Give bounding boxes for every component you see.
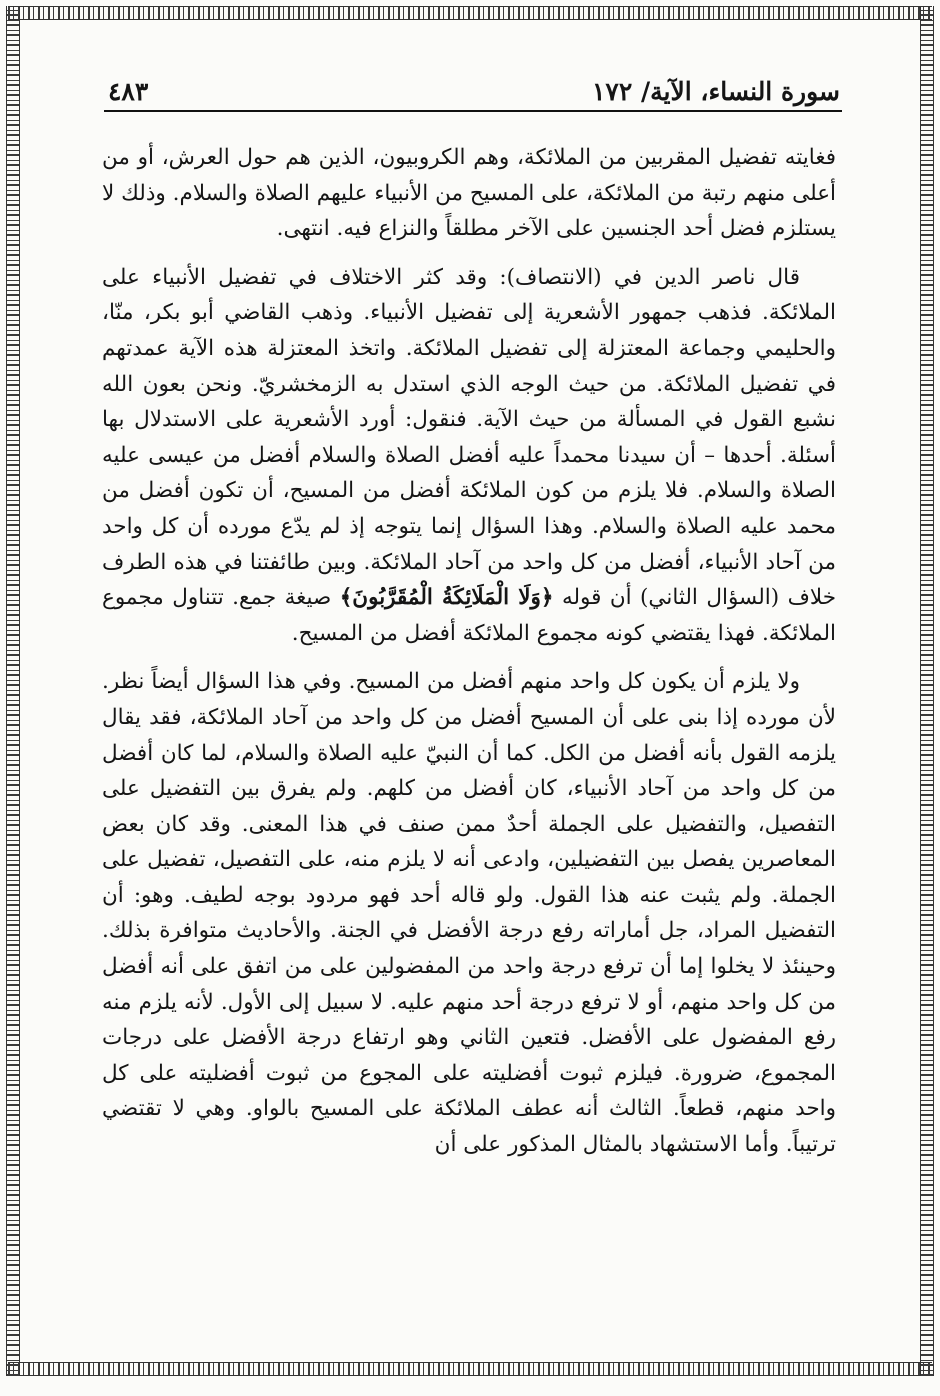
page-header: [108, 66, 840, 106]
quran-verse: ﴿وَلَا الْمَلَائِكَةُ الْمُقَرَّبُونَ﴾: [339, 585, 554, 611]
paragraph: [102, 260, 836, 652]
ornamental-border-left: [6, 6, 20, 1376]
ornamental-border-right: [920, 6, 934, 1376]
header-rule: [104, 110, 842, 112]
paragraph: فغايته تفضيل المقربين من الملائكة، وهم الكروبيون، الذين هم حول العرش، أو من أعلى منهم رتبة من الملائكة، على المسيح من الأنبياء عليهم الصلاة والسلام. وذلك لا يستلزم فضل أحد الجنسين على الآخر مطلقاً والنزاع فيه. انتهى.: [102, 145, 836, 242]
paragraph-text: صيغة جمع. تتناول مجموع الملائكة. فهذا يقتضي كونه مجموع الملائكة أفضل من المسيح.: [102, 585, 836, 646]
ornamental-border-top: [8, 6, 932, 20]
paragraph: ولا يلزم أن يكون كل واحد منهم أفضل من المسيح. وفي هذا السؤال أيضاً نظر. لأن مورده إذا بنى على أن المسيح أفضل من كل واحد من آحاد الملائكة، فقد يقال يلزمه القول بأنه أفضل من الكل. كما أن النبيّ عليه الصلاة والسلام، لما كان أفضل من كل واحد من آحاد الأنبياء، كان أفضل من كلهم. ولم يفرق بين التفضيل على التفصيل، والتفضيل على الجملة أحدٌ ممن صنف في هذا المعنى. وقد كان بعض المعاصرين يفصل بين التفضيلين، وادعى أنه لا يلزم منه، على التفصيل، تفضيل على الجملة. ولم يثبت عنه هذا القول. ولو قاله أحد فهو مردود بوجه لطيف. وهو: أن التفضيل المراد، جل أماراته رفع درجة الأفضل في الجنة. والأحاديث متوافرة بذلك. وحينئذ لا يخلوا إما أن ترفع درجة واحد من المفضولين على من اتفق على أنه أفضل من كل واحد منهم، أو لا ترفع درجة أحد منهم عليه. لا سبيل إلى الأول. لأنه يلزم منه رفع المفضول على الأفضل. فتعين الثاني وهو ارتفاع درجة الأفضل على درجات المجموع، ضرورة. فيلزم ثبوت أفضليته على المجوع من ثبوت أفضليته على كل واحد منهم، قطعاً. الثالث أنه عطف الملائكة على المسيح بالواو. وهي لا تقتضي ترتيباً. وأما الاستشهاد بالمثال المذكور على أن: [102, 669, 836, 1158]
running-title: سورة النساء، الآية/ ١٧٢: [592, 77, 840, 106]
body-text: [102, 140, 836, 1163]
paragraph-text: قال ناصر الدين في (الانتصاف): وقد كثر الاختلاف في تفضيل الأنبياء على الملائكة. فذهب جمهور الأشعرية إلى تفضيل الأنبياء. وذهب القاضي أبو بكر، منّا، والحليمي وجماعة المعتزلة إلى تفضيل الملائكة. واتخذ المعتزلة هذه الآية عمدتهم في تفضيل الملائكة. من حيث الوجه الذي استدل به الزمخشريّ. ونحن بعون الله نشبع القول في المسألة من حيث الآية. فنقول: أورد الأشعرية على الاستدلال بها أسئلة. أحدها – أن سيدنا محمداً عليه أفضل الصلاة والسلام أفضل من عيسى عليه الصلاة والسلام. فلا يلزم من كون الملائكة أفضل من المسيح، أن تكون أفضل من محمد عليه الصلاة والسلام. وهذا السؤال إنما يتوجه إذ لم يدّع مورده أن كل واحد من آحاد الأنبياء، أفضل من كل واحد من آحاد الملائكة. وبين طائفتنا في هذه الطرف خلاف (السؤال الثاني) أن قوله: [102, 264, 836, 611]
ornamental-border-bottom: [8, 1362, 932, 1376]
page-number: ٤٨٣: [108, 77, 149, 106]
